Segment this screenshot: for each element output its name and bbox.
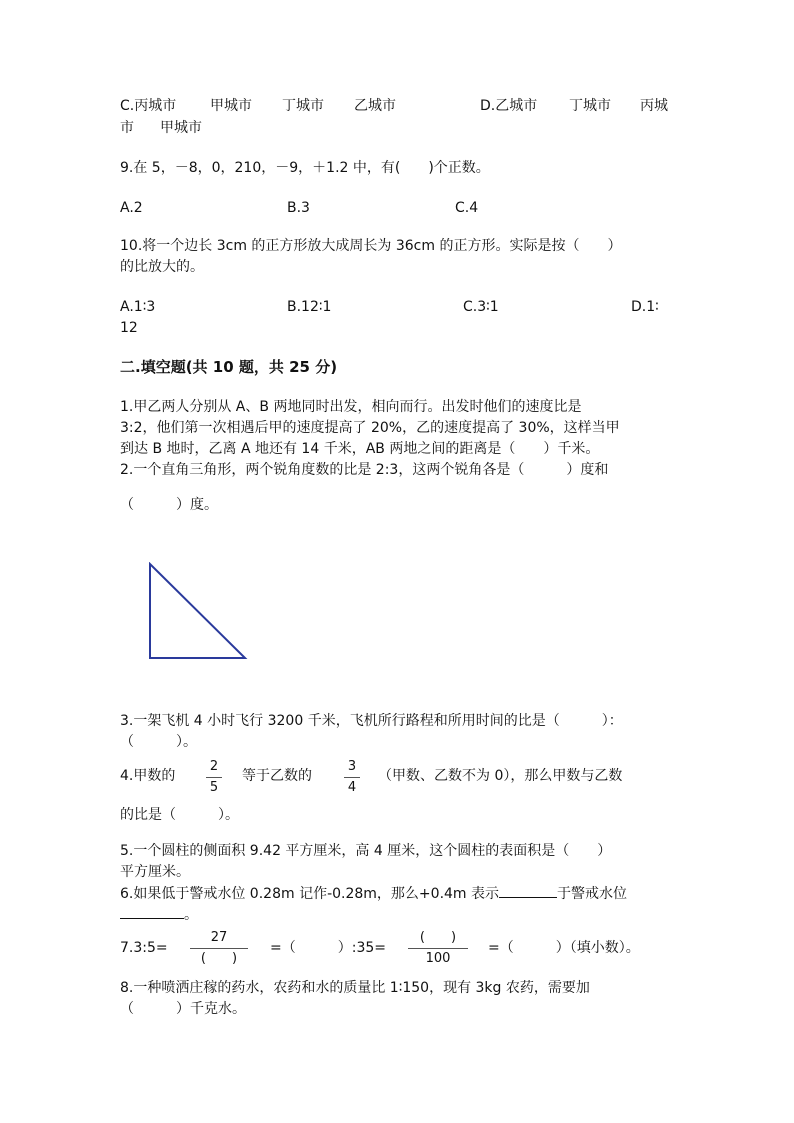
fill-5-line-1: 5.一个圆柱的侧面积 9.42 平方厘米，高 4 厘米，这个圆柱的表面积是（ ） xyxy=(120,843,612,859)
fraction-numerator: 3 xyxy=(347,759,357,774)
option-d-city-3: 丙城 xyxy=(640,98,668,114)
fraction-denominator: 100 xyxy=(425,951,451,966)
q10-option-d-wrap: 12 xyxy=(120,320,138,336)
fraction-27-over-blank xyxy=(190,930,248,967)
fill-6-part-2: 于警戒水位 xyxy=(557,886,628,902)
fraction-two-fifths xyxy=(206,759,222,796)
fraction-bar xyxy=(344,777,360,778)
answer-blank[interactable] xyxy=(499,883,557,898)
fraction-denominator[interactable]: ( ) xyxy=(200,951,238,966)
fill-7-part-3: =（ ）（填小数）。 xyxy=(488,940,640,956)
option-d-prefix: D. xyxy=(480,98,496,114)
fill-1-line-3: 到达 B 地时，乙离 A 地还有 14 千米，AB 两地之间的距离是（ ）千米。 xyxy=(120,441,600,457)
question-10-line-1: 10.将一个边长 3cm 的正方形放大成周长为 36cm 的正方形。实际是按（ ） xyxy=(120,238,622,254)
fill-6-line-1 xyxy=(120,883,627,904)
fraction-blank-over-100 xyxy=(408,930,468,967)
option-d xyxy=(480,96,537,116)
fraction-bar xyxy=(408,948,468,949)
q9-option-c: C.4 xyxy=(455,200,479,216)
fill-6-line-2-end: 。 xyxy=(184,907,198,923)
fill-6-part-1: 6.如果低于警戒水位 0.28m 记作-0.28m，那么+0.4m 表示 xyxy=(120,886,500,902)
fraction-bar xyxy=(206,777,222,778)
fraction-numerator[interactable]: ( ) xyxy=(419,930,457,945)
q10-option-a: A.1∶3 xyxy=(120,299,156,315)
fill-1-line-1: 1.甲乙两人分别从 A、B 两地同时出发，相向而行。出发时他们的速度比是 xyxy=(120,399,582,415)
option-c-prefix: C. xyxy=(120,98,135,114)
option-d-wrap-2: 甲城市 xyxy=(160,120,202,136)
q9-option-a: A.2 xyxy=(120,200,143,216)
q10-option-c: C.3∶1 xyxy=(463,299,499,315)
option-d-wrap-1: 市 xyxy=(120,120,134,136)
fill-6-line-2 xyxy=(120,904,198,925)
option-c xyxy=(120,96,176,116)
q10-option-b: B.12∶1 xyxy=(287,299,332,315)
fill-7-part-2: =（ ）:35= xyxy=(270,940,386,956)
q10-option-d: D.1∶ xyxy=(631,299,659,315)
option-d-city-2: 丁城市 xyxy=(569,98,611,114)
fraction-numerator: 27 xyxy=(210,930,228,945)
fraction-denominator: 4 xyxy=(347,780,357,795)
fill-1-line-2: 3:2，他们第一次相遇后甲的速度提高了 20%，乙的速度提高了 30%，这样当甲 xyxy=(120,420,620,436)
fill-4-part-2: 等于乙数的 xyxy=(242,768,312,784)
fill-4-line-2: 的比是（ ）。 xyxy=(120,807,239,823)
question-10-line-2: 的比放大的。 xyxy=(120,259,204,275)
fill-2-line-2: （ ）度。 xyxy=(120,497,218,513)
option-c-city-1: 丙城市 xyxy=(134,98,177,114)
q9-option-b: B.3 xyxy=(287,200,310,216)
section-heading: 二.填空题(共 10 题，共 25 分) xyxy=(120,358,338,376)
fraction-bar xyxy=(190,948,248,949)
fill-5-line-2: 平方厘米。 xyxy=(120,864,190,880)
question-9: 9.在 5，－8，0，210，－9，＋1.2 中，有( )个正数。 xyxy=(120,160,490,176)
fraction-three-quarters xyxy=(344,759,360,796)
fraction-numerator: 2 xyxy=(209,759,219,774)
answer-blank[interactable] xyxy=(120,904,184,919)
fill-3-line-2: （ ）。 xyxy=(120,734,197,750)
fill-2-line-1: 2.一个直角三角形，两个锐角度数的比是 2:3，这两个锐角各是（ ）度和 xyxy=(120,462,609,478)
option-c-city-3: 丁城市 xyxy=(282,98,324,114)
fill-8-line-2: （ ）千克水。 xyxy=(120,1001,246,1017)
fill-4-part-1: 4.甲数的 xyxy=(120,768,176,784)
option-d-city-1: 乙城市 xyxy=(495,98,538,114)
right-triangle-figure xyxy=(146,562,250,664)
option-c-city-4: 乙城市 xyxy=(354,98,396,114)
fill-7-part-1: 7.3:5= xyxy=(120,940,168,956)
fill-4-part-3: （甲数、乙数不为 0），那么甲数与乙数 xyxy=(378,768,623,784)
fraction-denominator: 5 xyxy=(209,780,219,795)
right-triangle xyxy=(150,564,245,658)
option-c-city-2: 甲城市 xyxy=(210,98,252,114)
fill-3-line-1: 3.一架飞机 4 小时飞行 3200 千米，飞机所行路程和所用时间的比是（ ）： xyxy=(120,713,623,729)
fill-8-line-1: 8.一种喷洒庄稼的药水，农药和水的质量比 1∶150，现有 3kg 农药，需要加 xyxy=(120,980,590,996)
